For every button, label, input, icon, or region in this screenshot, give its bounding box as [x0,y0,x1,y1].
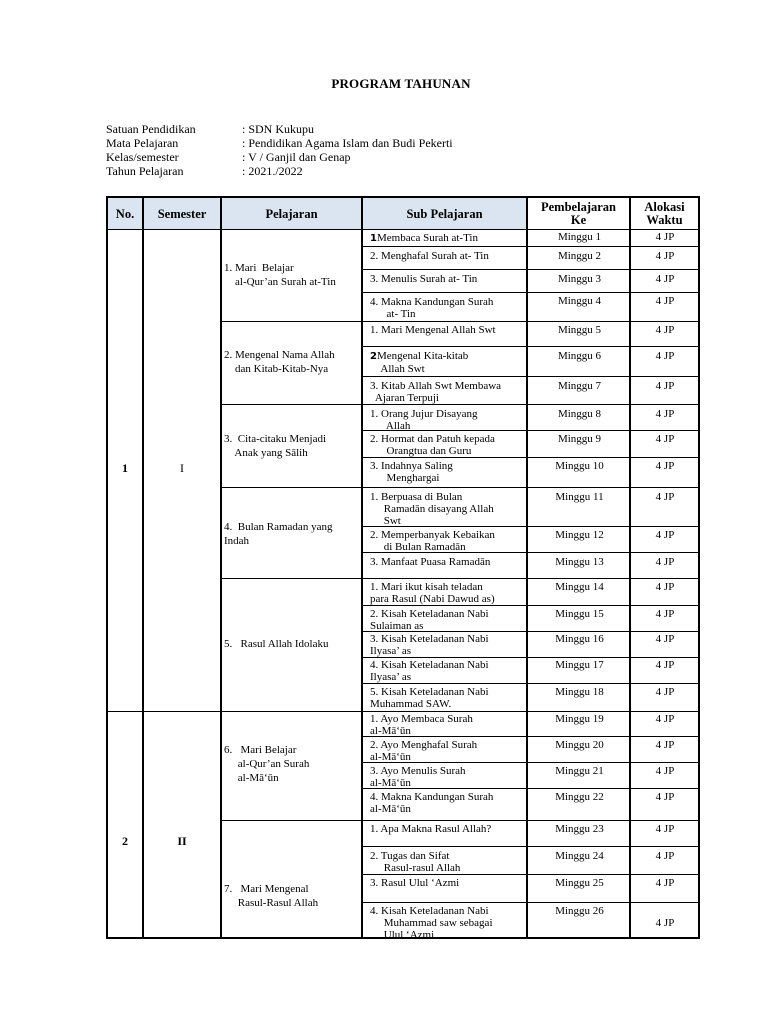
lesson-title: 1. Mari Belajar al-Qur’an Surah at-Tin [224,262,336,288]
info-label: Tahun Pelajaran [106,164,184,178]
info-value: : SDN Kukupu [242,122,315,136]
row-divider [362,683,698,684]
week: Minggu 19 [555,713,604,725]
sub-lesson: 5. Kisah Keteladanan Nabi Muhammad SAW. [370,686,489,710]
week: Minggu 11 [555,491,604,503]
jp: 4 JP [655,273,675,285]
week: Minggu 1 [557,231,602,243]
header-pembelajaran-ke: Pembelajaran Ke [541,200,616,227]
week: Minggu 2 [557,250,602,262]
page-title: PROGRAM TAHUNAN [331,76,471,91]
sub-lesson: 1. Mari Mengenal Allah Swt [370,324,496,336]
sub-lesson-text: Mengenal Kita-kitab Allah Swt [376,350,469,375]
list-number-marker: 1 [370,233,377,244]
row-divider [362,578,698,579]
row-divider [362,605,698,606]
header-sub-pelajaran: Sub Pelajaran [406,206,483,221]
week: Minggu 8 [557,408,602,420]
sub-lesson: 1. Orang Jujur Disayang Allah [370,408,478,432]
row-divider [362,321,698,322]
sub-lesson: 1. Ayo Membaca Surah al-Mā‘ūn [370,713,473,737]
header-no: No. [115,206,135,221]
lesson-title: 6. Mari Belajar al-Qur’an Surah al-Mā‘ūn [224,744,310,784]
lesson-title: 2. Mengenal Nama Allah dan Kitab-Kitab-Nya [224,349,335,375]
row-divider [362,246,698,247]
lesson-title: 4. Bulan Ramadan yang Indah [224,521,333,547]
semester-value: I [180,461,184,475]
jp: 4 JP [655,850,675,862]
week: Minggu 7 [557,380,602,392]
sub-lesson: 3. Indahnya Saling Menghargai [370,460,453,484]
jp: 4 JP [655,350,675,362]
sub-lesson: 1. Mari ikut kisah teladan para Rasul (Nabi Dawud as) [370,581,495,605]
lesson-divider [221,711,362,712]
row-divider [362,457,698,458]
sub-lesson: 2. Tugas dan Sifat Rasul-rasul Allah [370,850,461,874]
row-number: 1 [122,461,128,475]
jp: 4 JP [655,433,675,445]
row-number: 2 [122,834,128,848]
row-divider [362,269,698,270]
week: Minggu 9 [557,433,602,445]
sub-lesson: 4. Kisah Keteladanan Nabi Muhammad saw sebagai Ulul ‘Azmi [370,905,493,941]
info-value: : V / Ganjil dan Genap [242,150,351,164]
row-divider [362,376,698,377]
row-divider [362,820,698,821]
info-label: Satuan Pendidikan [106,122,196,136]
week: Minggu 6 [557,350,602,362]
jp: 4 JP [655,917,675,929]
sub-lesson: 4. Kisah Keteladanan Nabi Ilyasa’ as [370,659,489,683]
jp: 4 JP [655,250,675,262]
lesson-divider [221,321,362,322]
week: Minggu 13 [555,556,604,568]
sub-lesson: 2. Ayo Menghafal Surah al-Mā‘ūn [370,739,478,763]
week: Minggu 15 [555,608,604,620]
week: Minggu 26 [555,905,604,917]
week: Minggu 3 [557,273,602,285]
jp: 4 JP [655,581,675,593]
lesson-divider [221,578,362,579]
jp: 4 JP [655,739,675,751]
sub-lesson: 2. Menghafal Surah at- Tin [370,250,489,262]
jp: 4 JP [655,823,675,835]
sub-lesson: 1. Apa Makna Rasul Allah? [370,823,492,835]
header-alokasi-waktu: Alokasi Waktu [644,200,685,227]
info-value: : Pendidikan Agama Islam dan Budi Pekerti [242,136,453,150]
week: Minggu 24 [555,850,604,862]
jp: 4 JP [655,556,675,568]
jp: 4 JP [655,324,675,336]
lesson-title: 5. Rasul Allah Idolaku [224,638,329,650]
lesson-title: 3. Cita-citaku Menjadi Anak yang Sālih [224,433,327,459]
row-divider [362,902,698,903]
info-label: Kelas/semester [106,150,179,164]
sub-lesson: 3. Manfaat Puasa Ramadān [370,556,491,568]
row-divider [362,657,698,658]
week: Minggu 16 [555,633,604,645]
week: Minggu 22 [555,791,604,803]
semester-value: II [177,834,187,848]
jp: 4 JP [655,633,675,645]
sub-lesson: 2. Memperbanyak Kebaikan di Bulan Ramadān [370,529,495,553]
sub-lesson: 3. Ayo Menulis Surah al-Mā‘ūn [370,765,466,789]
week: Minggu 21 [555,765,604,777]
week: Minggu 25 [555,877,604,889]
row-divider [362,487,698,488]
row-divider [362,711,698,712]
info-label: Mata Pelajaran [106,136,179,150]
sub-lesson: 4. Makna Kandungan Surah al-Mā‘ūn [370,791,494,815]
lesson-divider [221,820,362,821]
jp: 4 JP [655,765,675,777]
jp: 4 JP [655,491,675,503]
jp: 4 JP [655,791,675,803]
header-pelajaran: Pelajaran [265,206,318,221]
jp: 4 JP [655,877,675,889]
week: Minggu 18 [555,686,604,698]
annual-program-table [106,196,700,939]
jp: 4 JP [655,380,675,392]
jp: 4 JP [655,713,675,725]
jp: 4 JP [655,608,675,620]
row-divider [362,404,698,405]
jp: 4 JP [655,529,675,541]
lesson-divider [221,404,362,405]
sub-lesson: 3. Menulis Surah at- Tin [370,273,478,285]
sub-lesson [370,232,478,245]
sub-lesson: 3. Kitab Allah Swt Membawa Ajaran Terpuji [370,380,502,404]
col-divider [142,198,144,937]
jp: 4 JP [655,408,675,420]
sub-lesson-text: Membaca Surah at-Tin [376,232,478,244]
sub-lesson: 2. Hormat dan Patuh kepada Orangtua dan Guru [370,433,495,457]
week: Minggu 14 [555,581,604,593]
lesson-title: 7. Mari Mengenal Rasul-Rasul Allah [224,883,319,909]
info-value: : 2021./2022 [242,164,303,178]
jp: 4 JP [655,686,675,698]
sub-lesson: 4. Makna Kandungan Surah at- Tin [370,296,494,320]
jp: 4 JP [655,659,675,671]
row-divider [362,846,698,847]
lesson-divider [221,487,362,488]
jp: 4 JP [655,231,675,243]
col-divider [361,198,363,937]
list-number-marker: 2 [370,351,377,362]
week: Minggu 17 [555,659,604,671]
week: Minggu 4 [557,295,602,307]
row-divider [362,346,698,347]
row-divider [362,292,698,293]
week: Minggu 23 [555,823,604,835]
week: Minggu 10 [555,460,604,472]
week: Minggu 12 [555,529,604,541]
sub-lesson: 1. Berpuasa di Bulan Ramadān disayang Allah Swt [370,491,494,527]
sub-lesson: 3. Kisah Keteladanan Nabi Ilyasa’ as [370,633,489,657]
col-divider [220,198,222,937]
week: Minggu 5 [557,324,602,336]
header-semester: Semester [157,206,207,221]
jp: 4 JP [655,460,675,472]
sub-lesson: 3. Rasul Ulul ‘Azmi [370,877,460,889]
jp: 4 JP [655,295,675,307]
sub-lesson: 2. Kisah Keteladanan Nabi Sulaiman as [370,608,489,632]
row-divider [362,874,698,875]
sub-lesson [370,350,468,375]
week: Minggu 20 [555,739,604,751]
